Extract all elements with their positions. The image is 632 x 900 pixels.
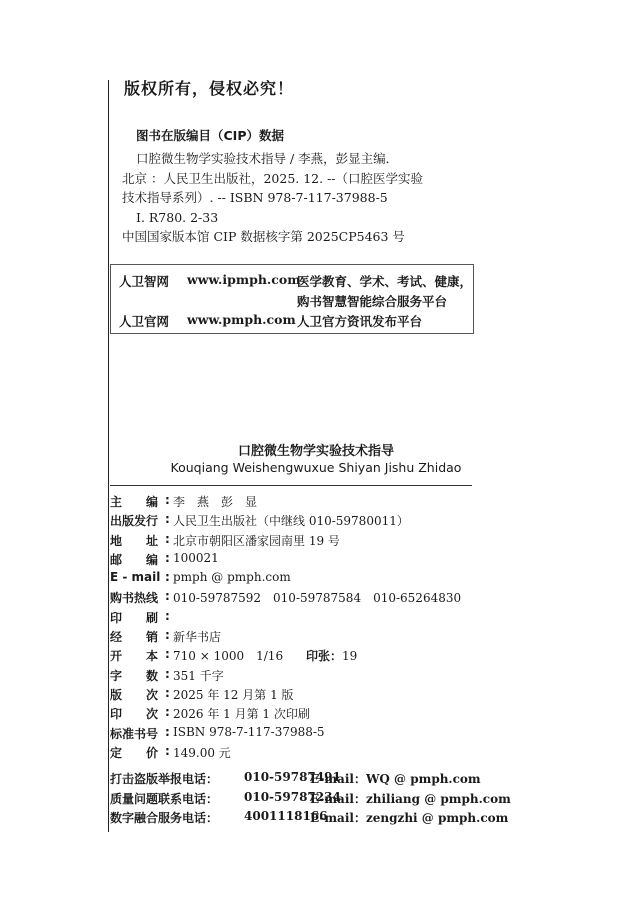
detail-colon: :: [165, 512, 170, 527]
detail-colon: :: [165, 685, 170, 700]
cip-line: 中国国家版本馆 CIP 数据核字第 2025CP5463 号: [122, 229, 405, 245]
contact-email[interactable]: E-mail：WQ @ pmph.com: [310, 772, 481, 786]
cip-heading: 图书在版编目（CIP）数据: [136, 128, 284, 143]
detail-row-editor: [110, 493, 480, 512]
platform-desc: 人卫官方资讯发布平台: [297, 314, 423, 329]
detail-label: 出版发行: [110, 514, 159, 529]
detail-colon: :: [165, 647, 170, 662]
detail-row-wordcount: [110, 667, 480, 686]
detail-row-publisher: [110, 512, 480, 531]
detail-label: 版 次: [110, 687, 159, 702]
detail-colon: :: [165, 589, 170, 604]
cip-line: 口腔微生物学实验技术指导 / 李燕，彭显主编．: [136, 151, 399, 166]
detail-label: 字 数: [110, 668, 159, 683]
detail-value: 149.00 元: [173, 745, 231, 760]
detail-label: 开 本: [110, 649, 159, 664]
detail-value: 北京市朝阳区潘家园南里 19 号: [173, 533, 340, 548]
platform-url[interactable]: www.ipmph.com: [187, 272, 301, 287]
detail-colon: :: [165, 550, 170, 565]
detail-label: 地 址: [110, 533, 159, 548]
detail-value: 李 燕 彭 显: [173, 495, 258, 509]
contact-lines: [110, 770, 511, 829]
detail-row-hotline: [110, 589, 480, 608]
detail-colon: :: [165, 628, 170, 643]
detail-row-distributor: [110, 628, 480, 647]
detail-label: 主 编: [110, 495, 159, 509]
title-rule: [110, 485, 472, 486]
contact-row-piracy: [110, 770, 490, 790]
detail-row-edition: [110, 686, 480, 705]
platform-url[interactable]: www.pmph.com: [187, 312, 296, 327]
sheets-value: 19: [342, 649, 358, 664]
platform-info-box: [110, 264, 474, 334]
detail-value: 710 × 1000 1/16: [173, 649, 284, 664]
cip-line: Ⅰ. R780. 2-33: [136, 209, 219, 225]
copyright-notice: 版权所有，侵权必究！: [124, 79, 295, 98]
platform-name: 人卫智网: [119, 274, 170, 289]
sheets-label: 印张：: [306, 649, 343, 664]
detail-value: 010-59787592 010-59787584 010-65264830: [173, 591, 462, 606]
contact-phone: 4001118166: [244, 809, 328, 824]
book-pinyin-title: Kouqiang Weishengwuxue Shiyan Jishu Zhidao: [170, 460, 462, 475]
detail-value: 2025 年 12 月第 1 版: [173, 687, 294, 702]
detail-label: E - mail: [110, 570, 161, 585]
detail-colon: :: [165, 666, 170, 681]
contact-row-digital: [110, 809, 509, 829]
detail-colon: :: [165, 570, 170, 585]
sheets-field: [306, 647, 357, 664]
platform-name: 人卫官网: [119, 314, 170, 329]
detail-value[interactable]: pmph @ pmph.com: [173, 570, 291, 585]
contact-label: 数字融合服务电话：: [110, 811, 219, 826]
detail-label: 印 刷: [110, 610, 159, 625]
detail-value: ISBN 978-7-117-37988-5: [173, 724, 325, 739]
detail-colon: :: [165, 705, 170, 720]
contact-label: 打击盗版举报电话：: [110, 772, 219, 786]
platform-desc: 购书智慧智能综合服务平台: [297, 294, 448, 309]
detail-row-email: [110, 570, 480, 589]
contact-email[interactable]: E-mail：zengzhi @ pmph.com: [310, 811, 509, 826]
detail-colon: :: [165, 608, 170, 623]
publication-details: [110, 493, 480, 763]
cip-line: 技术指导系列）. -- ISBN 978-7-117-37988-5: [122, 190, 388, 206]
contact-row-quality: [110, 789, 511, 810]
detail-label: 定 价: [110, 745, 159, 760]
detail-label: 经 销: [110, 630, 159, 645]
cip-line: 北京 ：人民卫生出版社，2025. 12. --（口腔医学实验: [122, 170, 424, 186]
contact-phone: 010-59787234: [244, 789, 341, 804]
detail-label: 购书热线: [110, 591, 159, 606]
detail-row-postcode: [110, 551, 480, 570]
detail-label: 邮 编: [110, 552, 159, 567]
detail-row-printer: [110, 609, 480, 628]
detail-row-price: [110, 744, 480, 763]
book-title: 口腔微生物学实验技术指导: [237, 444, 394, 459]
contact-email[interactable]: E-mail：zhiliang @ pmph.com: [310, 791, 511, 806]
platform-desc: 医学教育、学术、考试、健康，: [297, 274, 473, 289]
detail-value: 100021: [173, 550, 219, 565]
detail-row-address: [110, 532, 480, 551]
detail-row-printing: [110, 705, 480, 724]
detail-value: 2026 年 1 月第 1 次印刷: [173, 707, 310, 722]
detail-colon: :: [165, 724, 170, 739]
detail-row-format: [110, 647, 480, 666]
contact-phone: 010-59787491: [244, 770, 341, 784]
cip-record: [122, 149, 482, 247]
detail-value: 人民卫生出版社（中继线 010-59780011）: [173, 514, 409, 529]
detail-label: 标准书号: [110, 726, 159, 741]
detail-colon: :: [165, 743, 170, 758]
detail-value: 新华书店: [173, 630, 222, 645]
detail-colon: :: [165, 531, 170, 546]
detail-label: 印 次: [110, 707, 159, 722]
detail-row-isbn: [110, 725, 480, 744]
contact-label: 质量问题联系电话：: [110, 791, 219, 806]
detail-colon: :: [165, 493, 170, 507]
detail-value: 351 千字: [173, 668, 224, 683]
